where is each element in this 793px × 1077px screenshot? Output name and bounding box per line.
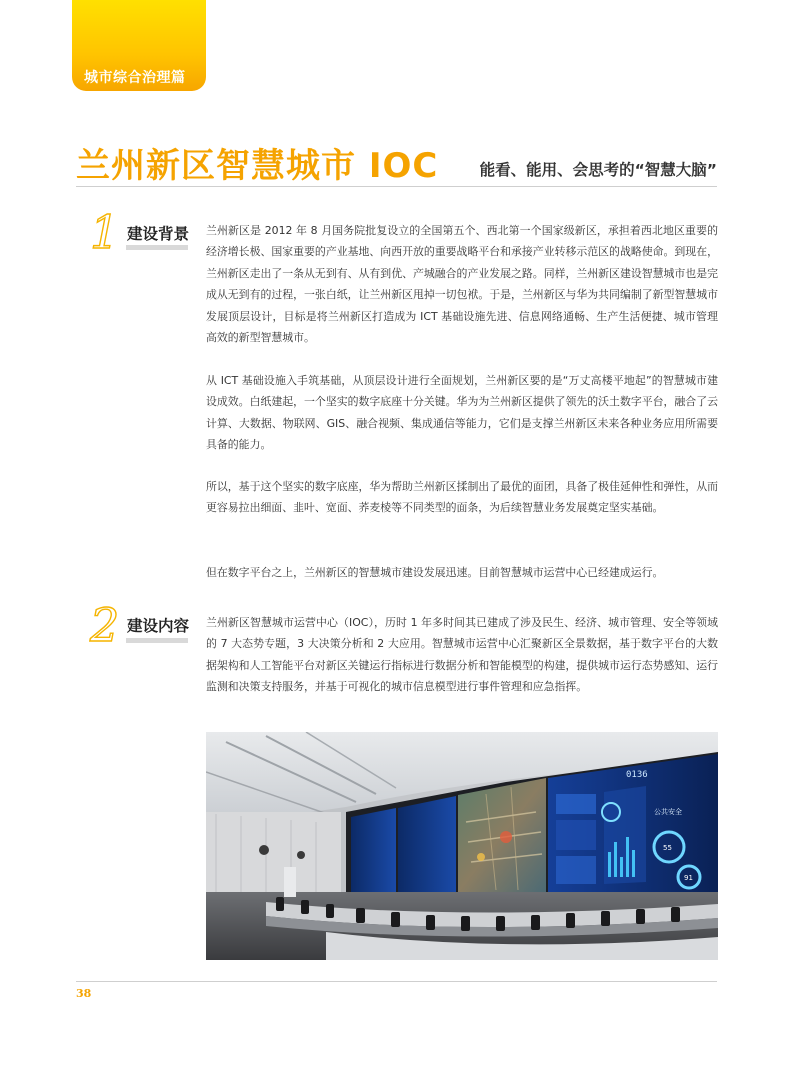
screen-gauge-value-1: 55: [663, 844, 672, 852]
screen-gauge-value-2: 91: [684, 874, 693, 882]
paragraph-background-3: 所以，基于这个坚实的数字底座，华为帮助兰州新区揉制出了最优的面团，具备了极佳延伸性和弹性，从而更容易拉出细面、韭叶、宽面、荞麦棱等不同类型的面条，为后续智慧业务发展奠定坚实基础。: [206, 480, 718, 515]
paragraph-background-4: 但在数字平台之上，兰州新区的智慧城市建设发展迅速。目前智慧城市运营中心已经建成运行。: [206, 566, 664, 579]
page-subtitle: 能看、能用、会思考的“智慧大脑”: [479, 161, 717, 179]
section-title-content: 建设内容: [127, 617, 190, 635]
section-number-1: 1: [90, 205, 120, 259]
section-title-background: 建设背景: [127, 225, 190, 243]
section-title-underline: [126, 245, 188, 250]
section-number-2: 2: [90, 598, 120, 652]
header-divider: [76, 186, 717, 187]
paragraph-background-2: 从 ICT 基础设施入手筑基础，从顶层设计进行全面规划，兰州新区要的是“万丈高楼平地起”的智慧城市建设成效。白纸建起，一个坚实的数字底座十分关键。华为为兰州新区提供了领先的沃土数字平台，融合了云计算、大数据、物联网、GIS、融合视频、集成通信等能力，它们是支撑兰州新区未来各种业务应用所需要具备的能力。: [206, 374, 718, 452]
page-number: 38: [76, 987, 92, 1000]
category-tab: [72, 0, 206, 91]
section-title-underline: [126, 638, 188, 643]
paragraph-background-1: 兰州新区是 2012 年 8 月国务院批复设立的全国第五个、西北第一个国家级新区，承担着西北地区重要的经济增长极、国家重要的产业基地、向西开放的重要战略平台和承接产业转移示范区的战略使命。到现在，兰州新区走出了一条从无到有、从有到优、产城融合的产业发展之路。同样，兰州新区建设智慧城市也是完成从无到有的过程，一张白纸，让兰州新区甩掉一切包袱。于是，兰州新区与华为共同编制了新型智慧城市发展顶层设计，目标是将兰州新区打造成为 ICT 基础设施先进、信息网络通畅、生产生活便捷、城市管理高效的新型智慧城市。: [206, 224, 718, 345]
screen-label-public-safety: 公共安全: [654, 808, 682, 816]
page-title: 兰州新区智慧城市 IOC: [76, 146, 439, 186]
ioc-control-room-photo: [206, 732, 718, 960]
paragraph-content-1: 兰州新区智慧城市运营中心（IOC），历时 1 年多时间其已建成了涉及民生、经济、城市管理、安全等领域的 7 大态势专题，3 大决策分析和 2 大应用。智慧城市运营中心汇聚新区全景数据，基于数字平台的大数据架构和人工智能平台对新区关键运行指标进行数据分析和智能模型的构建，提供城市运行态势感知、运行监测和决策支持服务，并基于可视化的城市信息模型进行事件管理和应急指挥。: [206, 616, 718, 694]
screen-counter: 0136: [626, 770, 648, 780]
category-tab-label: 城市综合治理篇: [84, 70, 186, 86]
footer-divider: [76, 981, 717, 982]
